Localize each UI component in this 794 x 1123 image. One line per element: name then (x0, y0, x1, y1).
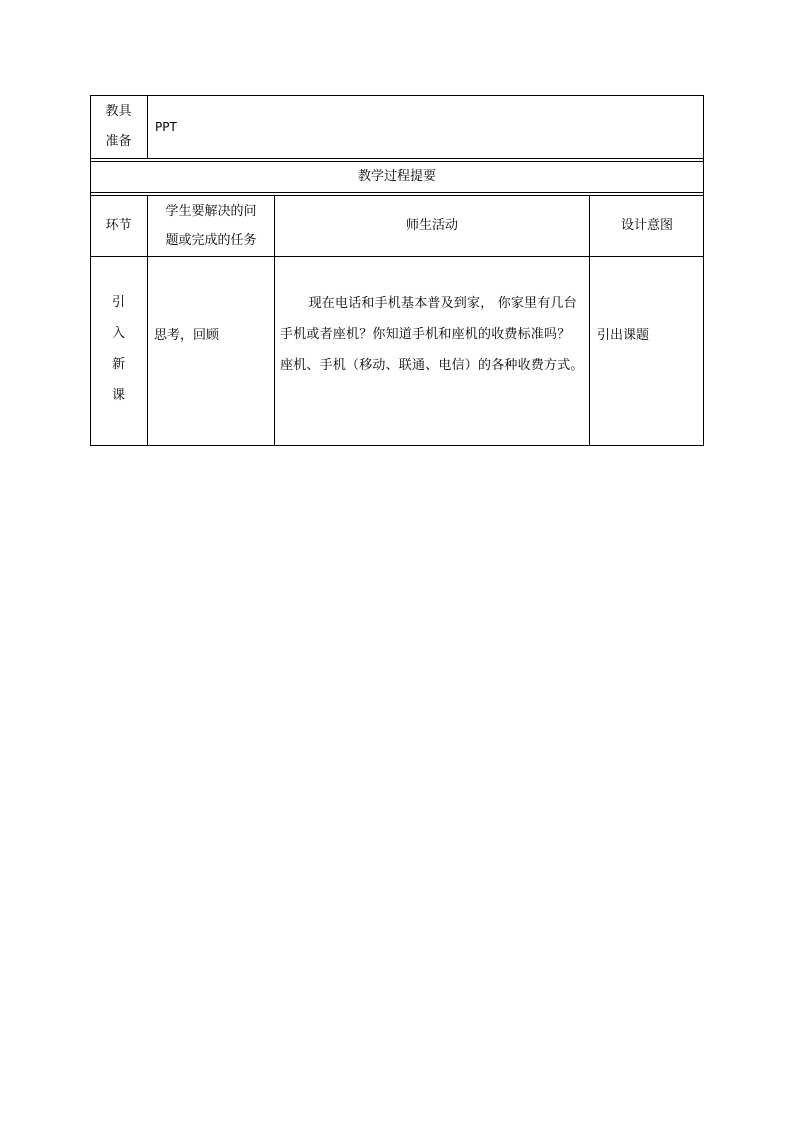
stage-cell (90, 287, 147, 413)
equipment-value (155, 95, 695, 159)
header-design-intent-text: 设计意图 (620, 218, 673, 233)
section-title-text: 教学过程提要 (357, 169, 436, 184)
section-title (90, 162, 704, 192)
stage-char: 新 (111, 357, 125, 372)
activity-cell (280, 288, 584, 415)
lesson-plan-table (90, 95, 704, 446)
equipment-label-line2: 准备 (105, 134, 132, 149)
equipment-value-text: PPT (155, 120, 177, 134)
header-design-intent (590, 196, 704, 256)
student-task-cell (154, 321, 274, 351)
stage-char: 引 (111, 295, 125, 310)
header-stage (90, 196, 147, 256)
row-divider (90, 192, 704, 193)
equipment-label-line1: 教具 (105, 104, 132, 119)
header-activities (275, 196, 589, 256)
design-intent-cell (597, 321, 697, 351)
activity-text: 现在电话和手机基本普及到家， 你家里有几台手机或者座机？你知道手机和座机的收费标准吗？ 座机、手机（移动、联通、电信）的各种收费方式。 (280, 296, 584, 373)
stage-char: 课 (111, 388, 125, 403)
row-divider (90, 256, 704, 257)
header-stage-text: 环节 (105, 218, 132, 233)
header-student-task (148, 196, 274, 256)
stage-char: 入 (111, 326, 125, 341)
col-divider (147, 95, 148, 159)
header-student-task-line2: 题或完成的任务 (165, 233, 257, 248)
design-intent-text: 引出课题 (597, 328, 650, 343)
header-student-task-line1: 学生要解决的问 (165, 204, 257, 219)
header-activities-text: 师生活动 (405, 218, 458, 233)
student-task-text: 思考，回顾 (154, 328, 220, 343)
equipment-label (90, 95, 147, 159)
